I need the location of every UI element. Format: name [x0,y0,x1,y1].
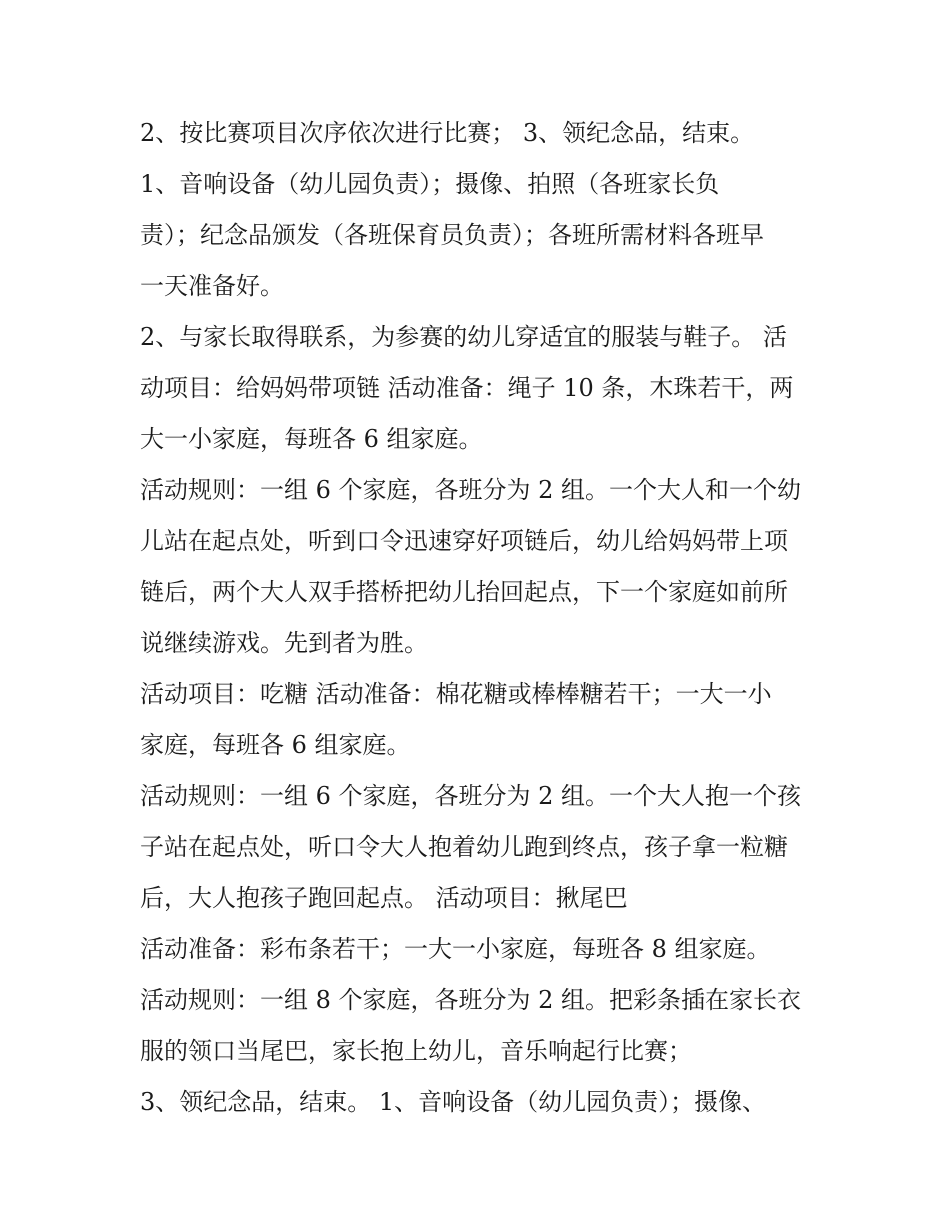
text-line: 活动规则：一组 6 个家庭，各班分为 2 组。一个大人抱一个孩 [140,782,802,810]
text-line: 活动规则：一组 6 个家庭，各班分为 2 组。一个大人和一个幼 [140,476,802,504]
text-line: 活动规则：一组 8 个家庭，各班分为 2 组。把彩条插在家长衣 [140,986,802,1014]
text-line: 一天准备好。 [140,272,284,300]
document-text-body [140,108,820,1128]
text-line: 服的领口当尾巴，家长抱上幼儿，音乐响起行比赛； [140,1037,692,1065]
text-line: 动项目：给妈妈带项链 活动准备：绳子 10 条，木珠若干，两 [140,374,794,402]
text-line: 大一小家庭，每班各 6 组家庭。 [140,425,483,453]
text-line: 链后，两个大人双手搭桥把幼儿抬回起点，下一个家庭如前所 [140,578,788,606]
text-line: 3、领纪念品，结束。 1、音响设备（幼儿园负责）；摄像、 [140,1088,767,1116]
text-line: 2、按比赛项目次序依次进行比赛； 3、领纪念品，结束。 [140,119,755,147]
text-line: 2、与家长取得联系，为参赛的幼儿穿适宜的服装与鞋子。 活 [140,323,787,351]
text-line: 儿站在起点处，听到口令迅速穿好项链后，幼儿给妈妈带上项 [140,527,788,555]
text-line: 责）；纪念品颁发（各班保育员负责）；各班所需材料各班早 [140,221,764,249]
text-line: 子站在起点处，听口令大人抱着幼儿跑到终点，孩子拿一粒糖 [140,833,788,861]
text-line: 活动项目：吃糖 活动准备：棉花糖或棒棒糖若干；一大一小 [140,680,772,708]
text-line: 说继续游戏。先到者为胜。 [140,629,428,657]
text-line: 活动准备：彩布条若干；一大一小家庭，每班各 8 组家庭。 [140,935,771,963]
text-line: 后，大人抱孩子跑回起点。 活动项目：揪尾巴 [140,884,628,912]
text-line: 家庭，每班各 6 组家庭。 [140,731,411,759]
text-line: 1、音响设备（幼儿园负责）；摄像、拍照（各班家长负 [140,170,720,198]
